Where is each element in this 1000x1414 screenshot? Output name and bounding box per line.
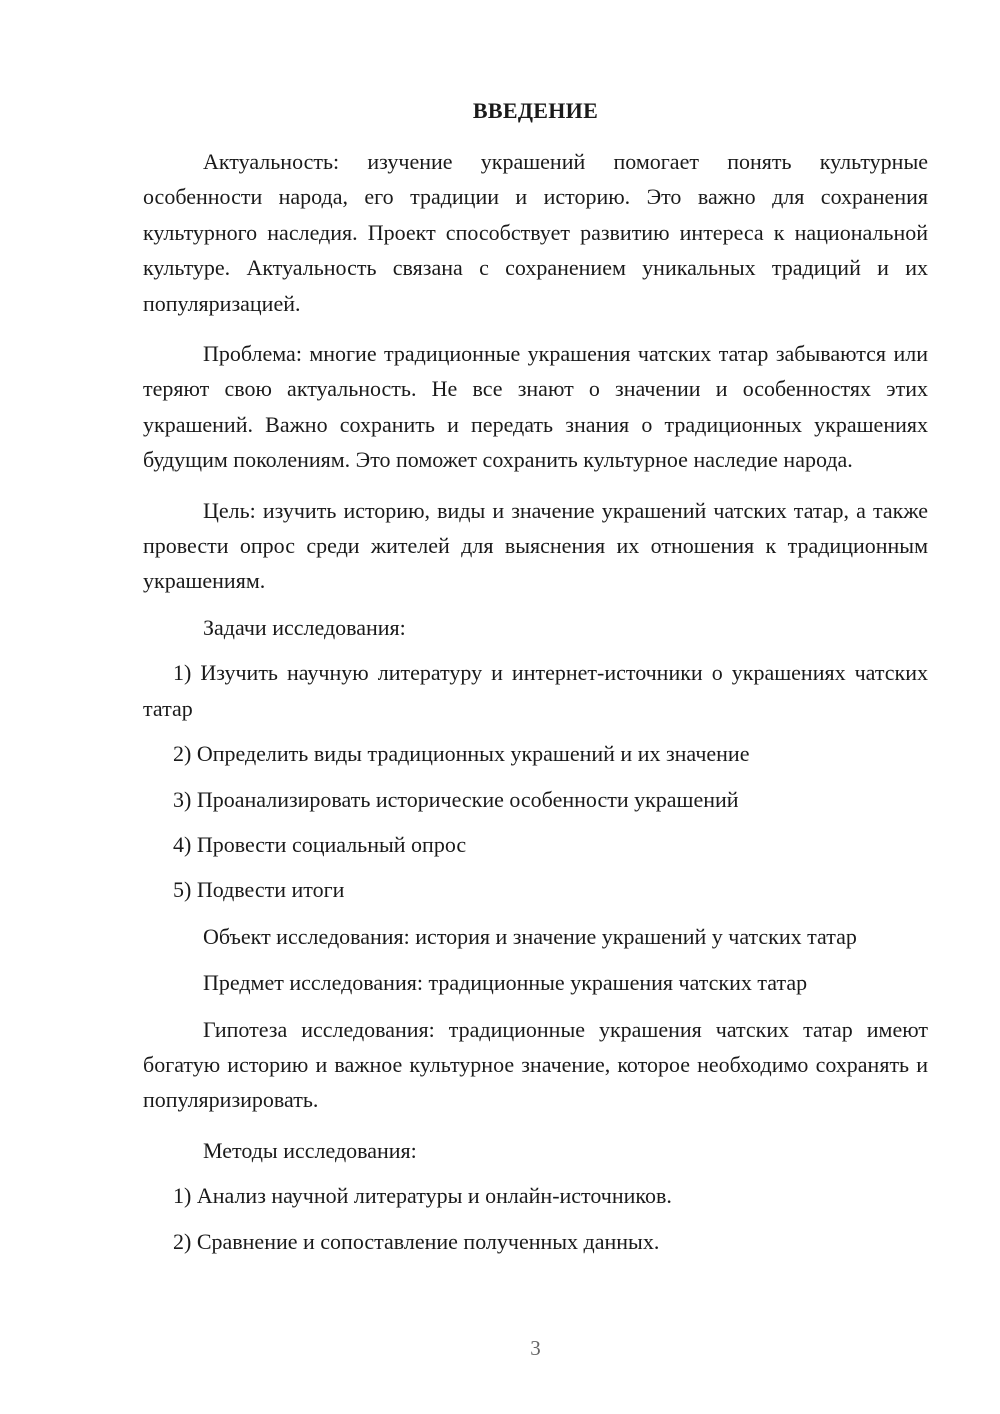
tasks-heading: Задачи исследования: <box>203 614 406 640</box>
task-item: 2) Определить виды традиционных украшений и их значение <box>173 741 750 767</box>
task-item: 5) Подвести итоги <box>173 877 345 903</box>
method-item: 1) Анализ научной литературы и онлайн-источников. <box>173 1183 672 1209</box>
methods-heading: Методы исследования: <box>203 1137 417 1163</box>
tasks-list <box>143 655 928 907</box>
paragraph-object: Объект исследования: история и значение украшений у чатских татар <box>203 923 857 949</box>
paragraph-problem: Проблема: многие традиционные украшения чатских татар забываются или теряют свою актуальность. Не все знают о значении и особенностях этих украшений. Важно сохранить и передать знания о традиционных украшениях будущим поколениям. Это поможет сохранить культурное наследие народа. <box>143 341 928 473</box>
methods-list <box>143 1178 928 1259</box>
document-page <box>143 0 928 1414</box>
page-number: 3 <box>530 1336 541 1360</box>
task-item: 1) Изучить научную литературу и интернет-источники о украшениях чатских татар <box>143 660 928 721</box>
paragraph-hypothesis: Гипотеза исследования: традиционные украшения чатских татар имеют богатую историю и важное культурное значение, которое необходимо сохранять и популяризировать. <box>143 1016 928 1113</box>
paragraph-relevance: Актуальность: изучение украшений помогает понять культурные особенности народа, его традиции и историю. Это важно для сохранения культурного наследия. Проект способствует развитию интереса к национальной культуре. Актуальность связана с сохранением уникальных традиций и их популяризацией. <box>143 149 928 316</box>
paragraph-subject: Предмет исследования: традиционные украшения чатских татар <box>203 970 808 996</box>
paragraph-goal: Цель: изучить историю, виды и значение украшений чатских татар, а также провести опрос среди жителей для выяснения их отношения к традиционным украшениям. <box>143 497 928 594</box>
page-title: ВВЕДЕНИЕ <box>472 98 599 123</box>
task-item: 4) Провести социальный опрос <box>173 831 467 857</box>
method-item: 2) Сравнение и сопоставление полученных данных. <box>173 1228 660 1254</box>
task-item: 3) Проанализировать исторические особенности украшений <box>173 786 739 812</box>
page-body <box>143 144 928 1259</box>
